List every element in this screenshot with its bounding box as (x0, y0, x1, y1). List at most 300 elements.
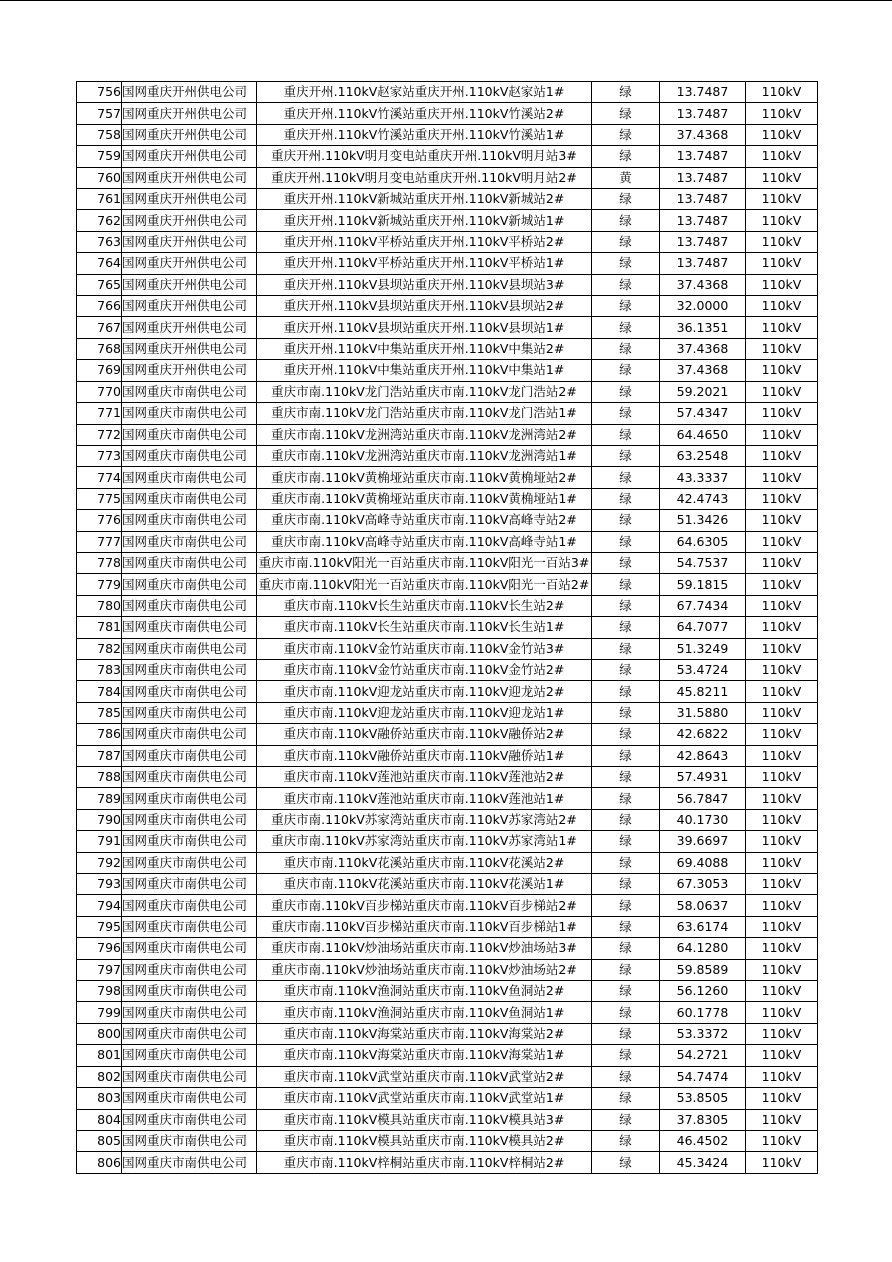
value-cell: 37.4368 (660, 360, 746, 381)
station-name-cell: 重庆市南.110kV阳光一百站重庆市南.110kV阳光一百站2# (257, 574, 592, 595)
table-row (77, 531, 818, 552)
company-cell: 国网重庆市南供电公司 (122, 1088, 257, 1109)
station-name-cell: 重庆开州.110kV明月变电站重庆开州.110kV明月站2# (257, 167, 592, 188)
value-cell: 36.1351 (660, 317, 746, 338)
station-name-cell: 重庆市南.110kV武堂站重庆市南.110kV武堂站1# (257, 1088, 592, 1109)
voltage-cell: 110kV (746, 895, 818, 916)
table-row (77, 1023, 818, 1044)
company-cell: 国网重庆开州供电公司 (122, 167, 257, 188)
status-cell: 绿 (592, 82, 660, 103)
table-row (77, 296, 818, 317)
table-row (77, 510, 818, 531)
company-cell: 国网重庆市南供电公司 (122, 831, 257, 852)
value-cell: 53.3372 (660, 1023, 746, 1044)
voltage-cell: 110kV (746, 1066, 818, 1087)
company-cell: 国网重庆市南供电公司 (122, 467, 257, 488)
station-name-cell: 重庆开州.110kV竹溪站重庆开州.110kV竹溪站1# (257, 124, 592, 145)
table-row (77, 595, 818, 616)
row-number-cell: 803 (77, 1088, 122, 1109)
company-cell: 国网重庆开州供电公司 (122, 296, 257, 317)
table-row (77, 852, 818, 873)
station-name-cell: 重庆市南.110kV海棠站重庆市南.110kV海棠站2# (257, 1023, 592, 1044)
status-cell: 绿 (592, 659, 660, 680)
table-row (77, 745, 818, 766)
company-cell: 国网重庆市南供电公司 (122, 981, 257, 1002)
value-cell: 13.7487 (660, 103, 746, 124)
value-cell: 63.2548 (660, 445, 746, 466)
table-row (77, 617, 818, 638)
voltage-cell: 110kV (746, 638, 818, 659)
table-row (77, 467, 818, 488)
voltage-cell: 110kV (746, 1130, 818, 1151)
table-row (77, 360, 818, 381)
table-row (77, 1152, 818, 1173)
company-cell: 国网重庆开州供电公司 (122, 231, 257, 252)
value-cell: 59.8589 (660, 959, 746, 980)
company-cell: 国网重庆市南供电公司 (122, 1109, 257, 1130)
station-name-cell: 重庆市南.110kV长生站重庆市南.110kV长生站2# (257, 595, 592, 616)
value-cell: 56.7847 (660, 788, 746, 809)
status-cell: 绿 (592, 681, 660, 702)
status-cell: 绿 (592, 317, 660, 338)
station-name-cell: 重庆市南.110kV龙洲湾站重庆市南.110kV龙洲湾站2# (257, 424, 592, 445)
voltage-cell: 110kV (746, 1109, 818, 1130)
row-number-cell: 769 (77, 360, 122, 381)
voltage-cell: 110kV (746, 852, 818, 873)
row-number-cell: 756 (77, 82, 122, 103)
voltage-cell: 110kV (746, 831, 818, 852)
station-name-cell: 重庆市南.110kV炒油场站重庆市南.110kV炒油场站2# (257, 959, 592, 980)
table-row (77, 1088, 818, 1109)
table-row (77, 1066, 818, 1087)
value-cell: 37.4368 (660, 274, 746, 295)
company-cell: 国网重庆开州供电公司 (122, 82, 257, 103)
voltage-cell: 110kV (746, 938, 818, 959)
voltage-cell: 110kV (746, 767, 818, 788)
value-cell: 54.7474 (660, 1066, 746, 1087)
status-cell: 绿 (592, 424, 660, 445)
table-row (77, 916, 818, 937)
table-row (77, 574, 818, 595)
table-row (77, 167, 818, 188)
status-cell: 绿 (592, 959, 660, 980)
company-cell: 国网重庆市南供电公司 (122, 1002, 257, 1023)
company-cell: 国网重庆开州供电公司 (122, 274, 257, 295)
voltage-cell: 110kV (746, 445, 818, 466)
station-name-cell: 重庆市南.110kV高峰寺站重庆市南.110kV高峰寺站2# (257, 510, 592, 531)
status-cell: 绿 (592, 1066, 660, 1087)
row-number-cell: 761 (77, 189, 122, 210)
row-number-cell: 794 (77, 895, 122, 916)
status-cell: 绿 (592, 724, 660, 745)
voltage-cell: 110kV (746, 167, 818, 188)
status-cell: 绿 (592, 617, 660, 638)
table-row (77, 381, 818, 402)
row-number-cell: 789 (77, 788, 122, 809)
value-cell: 32.0000 (660, 296, 746, 317)
station-name-cell: 重庆开州.110kV明月变电站重庆开州.110kV明月站3# (257, 146, 592, 167)
table-row (77, 552, 818, 573)
status-cell: 绿 (592, 831, 660, 852)
value-cell: 64.1280 (660, 938, 746, 959)
status-cell: 黄 (592, 167, 660, 188)
station-name-cell: 重庆市南.110kV阳光一百站重庆市南.110kV阳光一百站3# (257, 552, 592, 573)
row-number-cell: 782 (77, 638, 122, 659)
row-number-cell: 775 (77, 488, 122, 509)
status-cell: 绿 (592, 1152, 660, 1173)
status-cell: 绿 (592, 1109, 660, 1130)
station-name-cell: 重庆市南.110kV百步梯站重庆市南.110kV百步梯站1# (257, 916, 592, 937)
value-cell: 57.4931 (660, 767, 746, 788)
value-cell: 42.4743 (660, 488, 746, 509)
row-number-cell: 757 (77, 103, 122, 124)
value-cell: 39.6697 (660, 831, 746, 852)
value-cell: 51.3426 (660, 510, 746, 531)
table-row (77, 809, 818, 830)
voltage-cell: 110kV (746, 531, 818, 552)
row-number-cell: 766 (77, 296, 122, 317)
voltage-cell: 110kV (746, 702, 818, 723)
company-cell: 国网重庆市南供电公司 (122, 895, 257, 916)
voltage-cell: 110kV (746, 360, 818, 381)
value-cell: 59.1815 (660, 574, 746, 595)
status-cell: 绿 (592, 189, 660, 210)
company-cell: 国网重庆市南供电公司 (122, 403, 257, 424)
voltage-cell: 110kV (746, 1045, 818, 1066)
station-name-cell: 重庆开州.110kV新城站重庆开州.110kV新城站2# (257, 189, 592, 210)
row-number-cell: 802 (77, 1066, 122, 1087)
status-cell: 绿 (592, 1130, 660, 1151)
station-name-cell: 重庆开州.110kV中集站重庆开州.110kV中集站2# (257, 338, 592, 359)
voltage-cell: 110kV (746, 467, 818, 488)
company-cell: 国网重庆市南供电公司 (122, 617, 257, 638)
voltage-cell: 110kV (746, 317, 818, 338)
company-cell: 国网重庆市南供电公司 (122, 724, 257, 745)
company-cell: 国网重庆开州供电公司 (122, 338, 257, 359)
value-cell: 64.7077 (660, 617, 746, 638)
row-number-cell: 779 (77, 574, 122, 595)
row-number-cell: 791 (77, 831, 122, 852)
status-cell: 绿 (592, 852, 660, 873)
status-cell: 绿 (592, 745, 660, 766)
voltage-cell: 110kV (746, 809, 818, 830)
row-number-cell: 787 (77, 745, 122, 766)
status-cell: 绿 (592, 253, 660, 274)
voltage-cell: 110kV (746, 488, 818, 509)
table-row (77, 1002, 818, 1023)
company-cell: 国网重庆市南供电公司 (122, 659, 257, 680)
status-cell: 绿 (592, 938, 660, 959)
table-row (77, 981, 818, 1002)
table-row (77, 638, 818, 659)
table-row (77, 488, 818, 509)
station-name-cell: 重庆开州.110kV县坝站重庆开州.110kV县坝站1# (257, 317, 592, 338)
voltage-cell: 110kV (746, 424, 818, 445)
status-cell: 绿 (592, 467, 660, 488)
table-row (77, 702, 818, 723)
station-name-cell: 重庆市南.110kV黄桷垭站重庆市南.110kV黄桷垭站2# (257, 467, 592, 488)
voltage-cell: 110kV (746, 552, 818, 573)
company-cell: 国网重庆市南供电公司 (122, 1023, 257, 1044)
row-number-cell: 768 (77, 338, 122, 359)
company-cell: 国网重庆市南供电公司 (122, 1130, 257, 1151)
station-name-cell: 重庆市南.110kV龙门浩站重庆市南.110kV龙门浩站2# (257, 381, 592, 402)
company-cell: 国网重庆开州供电公司 (122, 360, 257, 381)
value-cell: 45.3424 (660, 1152, 746, 1173)
station-name-cell: 重庆市南.110kV迎龙站重庆市南.110kV迎龙站1# (257, 702, 592, 723)
status-cell: 绿 (592, 895, 660, 916)
voltage-cell: 110kV (746, 146, 818, 167)
row-number-cell: 792 (77, 852, 122, 873)
station-name-cell: 重庆市南.110kV梓桐站重庆市南.110kV梓桐站2# (257, 1152, 592, 1173)
table-row (77, 724, 818, 745)
company-cell: 国网重庆市南供电公司 (122, 788, 257, 809)
value-cell: 37.4368 (660, 124, 746, 145)
station-name-cell: 重庆市南.110kV模具站重庆市南.110kV模具站3# (257, 1109, 592, 1130)
value-cell: 58.0637 (660, 895, 746, 916)
voltage-cell: 110kV (746, 1088, 818, 1109)
station-name-cell: 重庆市南.110kV融侨站重庆市南.110kV融侨站2# (257, 724, 592, 745)
station-name-cell: 重庆市南.110kV融侨站重庆市南.110kV融侨站1# (257, 745, 592, 766)
value-cell: 67.3053 (660, 874, 746, 895)
status-cell: 绿 (592, 231, 660, 252)
value-cell: 51.3249 (660, 638, 746, 659)
status-cell: 绿 (592, 767, 660, 788)
company-cell: 国网重庆市南供电公司 (122, 638, 257, 659)
row-number-cell: 760 (77, 167, 122, 188)
table-row (77, 146, 818, 167)
status-cell: 绿 (592, 124, 660, 145)
row-number-cell: 774 (77, 467, 122, 488)
value-cell: 57.4347 (660, 403, 746, 424)
company-cell: 国网重庆市南供电公司 (122, 745, 257, 766)
status-cell: 绿 (592, 574, 660, 595)
row-number-cell: 788 (77, 767, 122, 788)
voltage-cell: 110kV (746, 381, 818, 402)
value-cell: 60.1778 (660, 1002, 746, 1023)
company-cell: 国网重庆市南供电公司 (122, 959, 257, 980)
station-name-cell: 重庆开州.110kV新城站重庆开州.110kV新城站1# (257, 210, 592, 231)
voltage-cell: 110kV (746, 788, 818, 809)
value-cell: 46.4502 (660, 1130, 746, 1151)
table-row (77, 231, 818, 252)
table-row (77, 681, 818, 702)
row-number-cell: 804 (77, 1109, 122, 1130)
row-number-cell: 795 (77, 916, 122, 937)
station-name-cell: 重庆市南.110kV模具站重庆市南.110kV模具站2# (257, 1130, 592, 1151)
station-name-cell: 重庆开州.110kV平桥站重庆开州.110kV平桥站1# (257, 253, 592, 274)
station-name-cell: 重庆开州.110kV县坝站重庆开州.110kV县坝站3# (257, 274, 592, 295)
station-name-cell: 重庆市南.110kV渔洞站重庆市南.110kV鱼洞站2# (257, 981, 592, 1002)
table-row (77, 831, 818, 852)
table-row (77, 767, 818, 788)
voltage-cell: 110kV (746, 1152, 818, 1173)
station-name-cell: 重庆市南.110kV炒油场站重庆市南.110kV炒油场站3# (257, 938, 592, 959)
station-name-cell: 重庆开州.110kV竹溪站重庆开州.110kV竹溪站2# (257, 103, 592, 124)
station-name-cell: 重庆市南.110kV花溪站重庆市南.110kV花溪站2# (257, 852, 592, 873)
row-number-cell: 800 (77, 1023, 122, 1044)
table-row (77, 253, 818, 274)
value-cell: 59.2021 (660, 381, 746, 402)
status-cell: 绿 (592, 916, 660, 937)
value-cell: 13.7487 (660, 146, 746, 167)
value-cell: 45.8211 (660, 681, 746, 702)
company-cell: 国网重庆市南供电公司 (122, 595, 257, 616)
table-row (77, 317, 818, 338)
voltage-cell: 110kV (746, 959, 818, 980)
value-cell: 54.2721 (660, 1045, 746, 1066)
table-row (77, 659, 818, 680)
status-cell: 绿 (592, 403, 660, 424)
value-cell: 42.6822 (660, 724, 746, 745)
voltage-cell: 110kV (746, 574, 818, 595)
company-cell: 国网重庆市南供电公司 (122, 916, 257, 937)
row-number-cell: 765 (77, 274, 122, 295)
table-row (77, 938, 818, 959)
company-cell: 国网重庆开州供电公司 (122, 124, 257, 145)
station-name-cell: 重庆市南.110kV迎龙站重庆市南.110kV迎龙站2# (257, 681, 592, 702)
value-cell: 13.7487 (660, 210, 746, 231)
company-cell: 国网重庆开州供电公司 (122, 317, 257, 338)
company-cell: 国网重庆开州供电公司 (122, 146, 257, 167)
row-number-cell: 767 (77, 317, 122, 338)
row-number-cell: 796 (77, 938, 122, 959)
station-name-cell: 重庆市南.110kV苏家湾站重庆市南.110kV苏家湾站1# (257, 831, 592, 852)
status-cell: 绿 (592, 360, 660, 381)
company-cell: 国网重庆市南供电公司 (122, 552, 257, 573)
value-cell: 67.7434 (660, 595, 746, 616)
value-cell: 42.8643 (660, 745, 746, 766)
voltage-cell: 110kV (746, 981, 818, 1002)
company-cell: 国网重庆市南供电公司 (122, 510, 257, 531)
row-number-cell: 798 (77, 981, 122, 1002)
station-name-cell: 重庆市南.110kV渔洞站重庆市南.110kV鱼洞站1# (257, 1002, 592, 1023)
table-row (77, 274, 818, 295)
value-cell: 31.5880 (660, 702, 746, 723)
voltage-cell: 110kV (746, 617, 818, 638)
status-cell: 绿 (592, 1023, 660, 1044)
row-number-cell: 770 (77, 381, 122, 402)
table-row (77, 338, 818, 359)
row-number-cell: 790 (77, 809, 122, 830)
status-cell: 绿 (592, 296, 660, 317)
status-cell: 绿 (592, 210, 660, 231)
row-number-cell: 758 (77, 124, 122, 145)
row-number-cell: 793 (77, 874, 122, 895)
voltage-cell: 110kV (746, 124, 818, 145)
table-body (77, 82, 818, 1174)
value-cell: 13.7487 (660, 167, 746, 188)
station-name-cell: 重庆开州.110kV中集站重庆开州.110kV中集站1# (257, 360, 592, 381)
row-number-cell: 786 (77, 724, 122, 745)
table-row (77, 103, 818, 124)
voltage-cell: 110kV (746, 874, 818, 895)
station-name-cell: 重庆开州.110kV平桥站重庆开州.110kV平桥站2# (257, 231, 592, 252)
voltage-cell: 110kV (746, 681, 818, 702)
company-cell: 国网重庆市南供电公司 (122, 681, 257, 702)
station-name-cell: 重庆市南.110kV高峰寺站重庆市南.110kV高峰寺站1# (257, 531, 592, 552)
row-number-cell: 776 (77, 510, 122, 531)
value-cell: 64.4650 (660, 424, 746, 445)
status-cell: 绿 (592, 638, 660, 659)
table-row (77, 445, 818, 466)
voltage-cell: 110kV (746, 274, 818, 295)
station-name-cell: 重庆市南.110kV黄桷垭站重庆市南.110kV黄桷垭站1# (257, 488, 592, 509)
row-number-cell: 777 (77, 531, 122, 552)
row-number-cell: 762 (77, 210, 122, 231)
status-cell: 绿 (592, 488, 660, 509)
status-cell: 绿 (592, 510, 660, 531)
value-cell: 13.7487 (660, 231, 746, 252)
company-cell: 国网重庆市南供电公司 (122, 767, 257, 788)
table-row (77, 959, 818, 980)
company-cell: 国网重庆市南供电公司 (122, 702, 257, 723)
voltage-cell: 110kV (746, 82, 818, 103)
voltage-cell: 110kV (746, 745, 818, 766)
status-cell: 绿 (592, 338, 660, 359)
value-cell: 56.1260 (660, 981, 746, 1002)
value-cell: 13.7487 (660, 189, 746, 210)
station-name-cell: 重庆市南.110kV龙门浩站重庆市南.110kV龙门浩站1# (257, 403, 592, 424)
row-number-cell: 771 (77, 403, 122, 424)
row-number-cell: 780 (77, 595, 122, 616)
status-cell: 绿 (592, 445, 660, 466)
table-row (77, 403, 818, 424)
row-number-cell: 773 (77, 445, 122, 466)
station-name-cell: 重庆市南.110kV苏家湾站重庆市南.110kV苏家湾站2# (257, 809, 592, 830)
voltage-cell: 110kV (746, 916, 818, 937)
station-name-cell: 重庆市南.110kV花溪站重庆市南.110kV花溪站1# (257, 874, 592, 895)
company-cell: 国网重庆市南供电公司 (122, 809, 257, 830)
station-name-cell: 重庆市南.110kV金竹站重庆市南.110kV金竹站2# (257, 659, 592, 680)
status-cell: 绿 (592, 103, 660, 124)
value-cell: 43.3337 (660, 467, 746, 488)
voltage-cell: 110kV (746, 189, 818, 210)
value-cell: 13.7487 (660, 253, 746, 274)
station-name-cell: 重庆市南.110kV莲池站重庆市南.110kV莲池站1# (257, 788, 592, 809)
voltage-cell: 110kV (746, 210, 818, 231)
status-cell: 绿 (592, 146, 660, 167)
company-cell: 国网重庆开州供电公司 (122, 253, 257, 274)
voltage-cell: 110kV (746, 103, 818, 124)
voltage-cell: 110kV (746, 510, 818, 531)
voltage-cell: 110kV (746, 1023, 818, 1044)
station-name-cell: 重庆开州.110kV县坝站重庆开州.110kV县坝站2# (257, 296, 592, 317)
company-cell: 国网重庆市南供电公司 (122, 381, 257, 402)
station-name-cell: 重庆开州.110kV赵家站重庆开州.110kV赵家站1# (257, 82, 592, 103)
row-number-cell: 781 (77, 617, 122, 638)
status-cell: 绿 (592, 1088, 660, 1109)
station-name-cell: 重庆市南.110kV百步梯站重庆市南.110kV百步梯站2# (257, 895, 592, 916)
station-name-cell: 重庆市南.110kV莲池站重庆市南.110kV莲池站2# (257, 767, 592, 788)
voltage-cell: 110kV (746, 296, 818, 317)
voltage-cell: 110kV (746, 338, 818, 359)
value-cell: 64.6305 (660, 531, 746, 552)
status-cell: 绿 (592, 702, 660, 723)
voltage-cell: 110kV (746, 1002, 818, 1023)
row-number-cell: 763 (77, 231, 122, 252)
voltage-cell: 110kV (746, 231, 818, 252)
status-cell: 绿 (592, 1045, 660, 1066)
value-cell: 40.1730 (660, 809, 746, 830)
row-number-cell: 797 (77, 959, 122, 980)
table-row (77, 1109, 818, 1130)
value-cell: 69.4088 (660, 852, 746, 873)
value-cell: 53.4724 (660, 659, 746, 680)
table-row (77, 1130, 818, 1151)
page-top-border (0, 0, 892, 1)
table-row (77, 210, 818, 231)
